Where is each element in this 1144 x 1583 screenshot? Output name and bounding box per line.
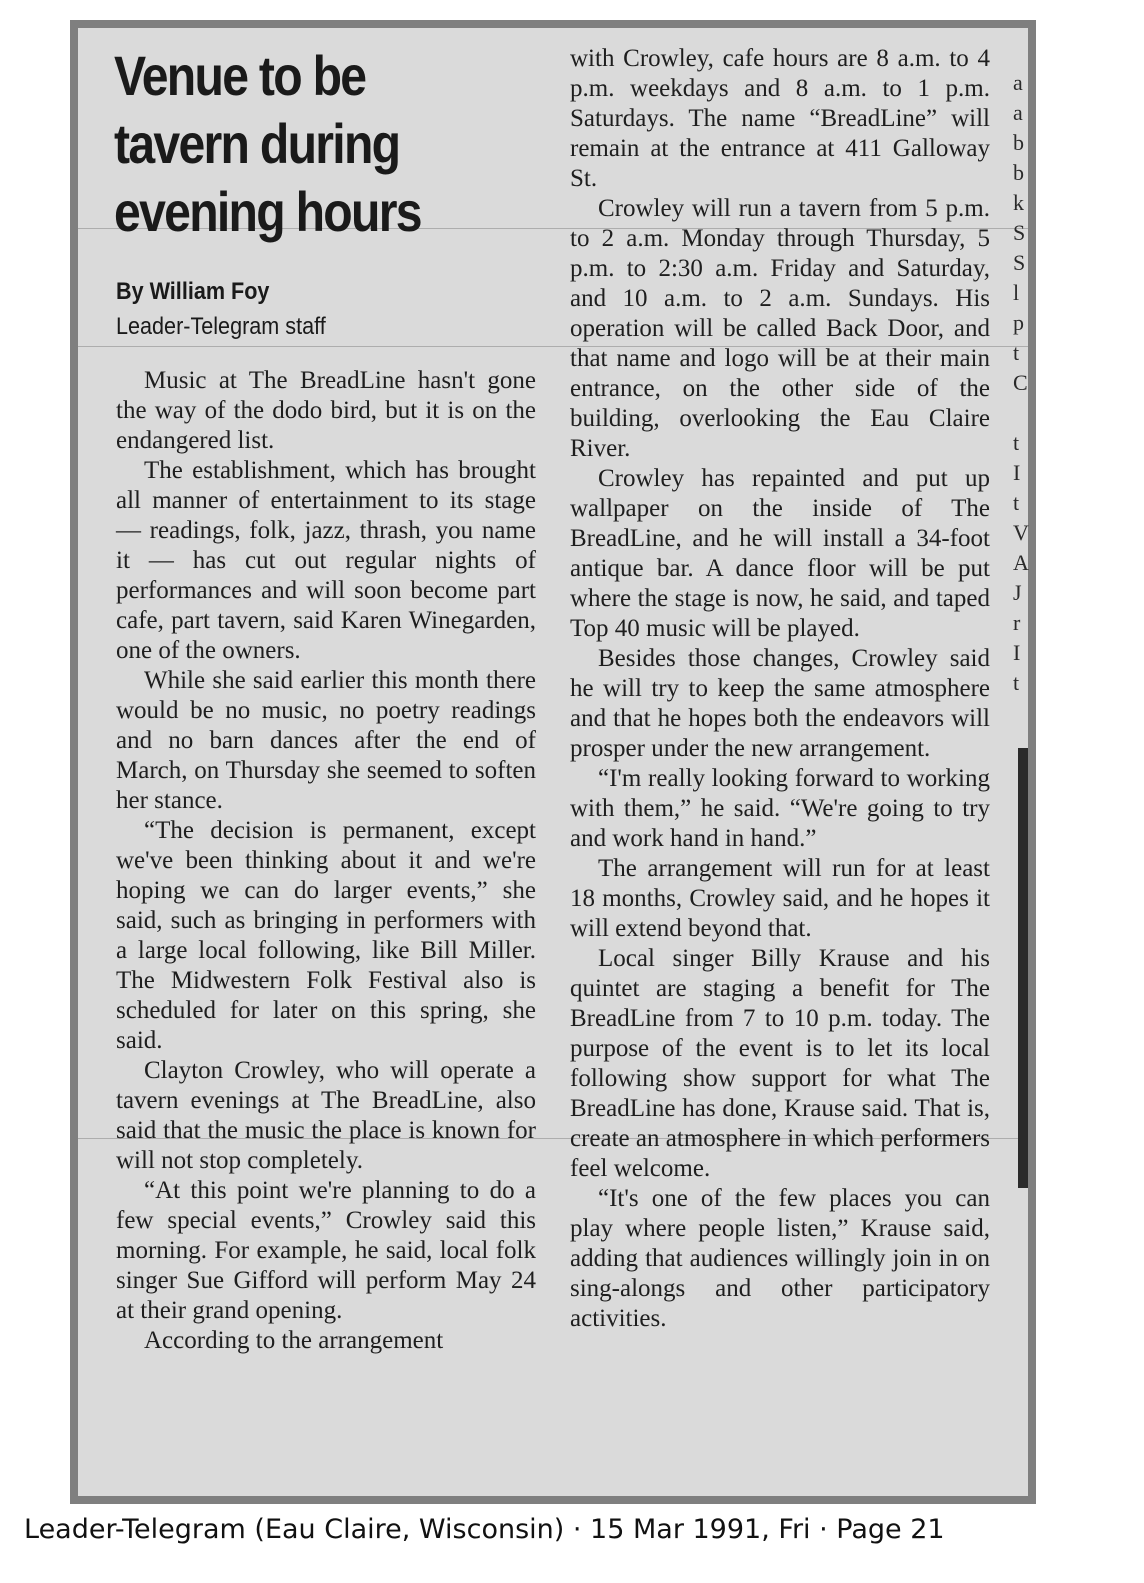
paragraph: Besides those changes, Crowley said he will try to keep the same atmosphere and that he hopes both the endeavors will prosper under the new arrangement.: [570, 645, 990, 762]
paragraph: “At this point we're planning to do a few special events,” Crowley said this morning. For example, he said, local folk singer Sue Gifford will perform May 24 at their grand opening.: [116, 1177, 536, 1324]
right-column: [570, 44, 990, 1334]
edge-letter: b: [1013, 130, 1024, 155]
edge-letter: b: [1013, 160, 1024, 185]
edge-letter: A: [1013, 550, 1029, 575]
paragraph: Crowley will run a tavern from 5 p.m. to 2 a.m. Monday through Thursday, 5 p.m. to 2:30 a.m. Friday and Saturday, and 10 a.m. to 2 a.m. Sundays. His operation will be called Back Door, and that name and logo will be at their main entrance, on the other side of the building, overlooking the Eau Claire River.: [570, 195, 990, 462]
paragraph: Crowley has repainted and put up wallpaper on the inside of The BreadLine, and he will install a 34-foot antique bar. A dance floor will be put where the stage is now, he said, and taped Top 40 music will be played.: [570, 465, 990, 642]
paragraph: “The decision is permanent, except we've been thinking about it and we're hoping we can do larger events,” she said, such as bringing in performers with a large local following, like Bill Miller. The Midwestern Folk Festival also is scheduled for later on this spring, she said.: [116, 817, 536, 1054]
byline: By William Foy: [116, 278, 270, 305]
edge-letter: S: [1013, 220, 1026, 245]
headline: Venue to be tavern during evening hours: [114, 44, 421, 243]
edge-letter: I: [1013, 640, 1021, 665]
edge-letter: r: [1013, 610, 1021, 635]
paragraph: Local singer Billy Krause and his quintet are staging a benefit for The BreadLine from 7 to 10 p.m. today. The purpose of the event is to let its local following show support for what The BreadLine has done, Krause said. That is, create an atmosphere in which performers feel welcome.: [570, 945, 990, 1182]
paragraph: While she said earlier this month there would be no music, no poetry readings and no barn dances after the end of March, on Thursday she seemed to soften her stance.: [116, 667, 536, 814]
newspaper-clipping: [78, 28, 1028, 1496]
edge-letter: I: [1013, 460, 1021, 485]
edge-letter: a: [1013, 100, 1023, 125]
paragraph: “It's one of the few places you can play where people listen,” Krause said, adding that audiences willingly join in on sing-alongs and other participatory activities.: [570, 1185, 990, 1332]
adjacent-column-fragments: [1013, 68, 1027, 698]
paragraph: Music at The BreadLine hasn't gone the way of the dodo bird, but it is on the endangered list.: [116, 367, 536, 454]
edge-letter: p: [1013, 310, 1024, 335]
left-column: [116, 366, 536, 1356]
paragraph: The establishment, which has brought all manner of entertainment to its stage — readings, folk, jazz, thrash, you name it — has cut out regular nights of performances and will soon become part cafe, part tavern, said Karen Winegarden, one of the owners.: [116, 457, 536, 664]
paragraph-continuation: with Crowley, cafe hours are 8 a.m. to 4 p.m. weekdays and 8 a.m. to 1 p.m. Saturdays. The name “BreadLine” will remain at the entrance at 411 Galloway St.: [570, 45, 990, 192]
edge-letter: [1013, 398, 1027, 428]
edge-letter: V: [1013, 520, 1029, 545]
edge-letter: C: [1013, 370, 1028, 395]
edge-letter: a: [1013, 70, 1023, 95]
paragraph: Clayton Crowley, who will operate a tavern evenings at The BreadLine, also said that the music the place is known for will not stop completely.: [116, 1057, 536, 1174]
paragraph: “I'm really looking forward to working with them,” he said. “We're going to try and work hand in hand.”: [570, 765, 990, 852]
edge-letter: S: [1013, 250, 1026, 275]
paragraph: According to the arrangement: [144, 1327, 444, 1354]
edge-letter: k: [1013, 190, 1024, 215]
edge-shadow: [1018, 748, 1028, 1188]
paragraph: The arrangement will run for at least 18 months, Crowley said, and he hopes it will extend beyond that.: [570, 855, 990, 942]
edge-letter: t: [1013, 670, 1020, 695]
edge-letter: t: [1013, 490, 1020, 515]
edge-letter: J: [1013, 580, 1022, 605]
edge-letter: t: [1013, 430, 1020, 455]
edge-letter: t: [1013, 340, 1020, 365]
source-caption: Leader-Telegram (Eau Claire, Wisconsin) · 15 Mar 1991, Fri · Page 21: [24, 1514, 945, 1545]
edge-letter: l: [1013, 280, 1020, 305]
staff-line: Leader-Telegram staff: [116, 313, 326, 340]
